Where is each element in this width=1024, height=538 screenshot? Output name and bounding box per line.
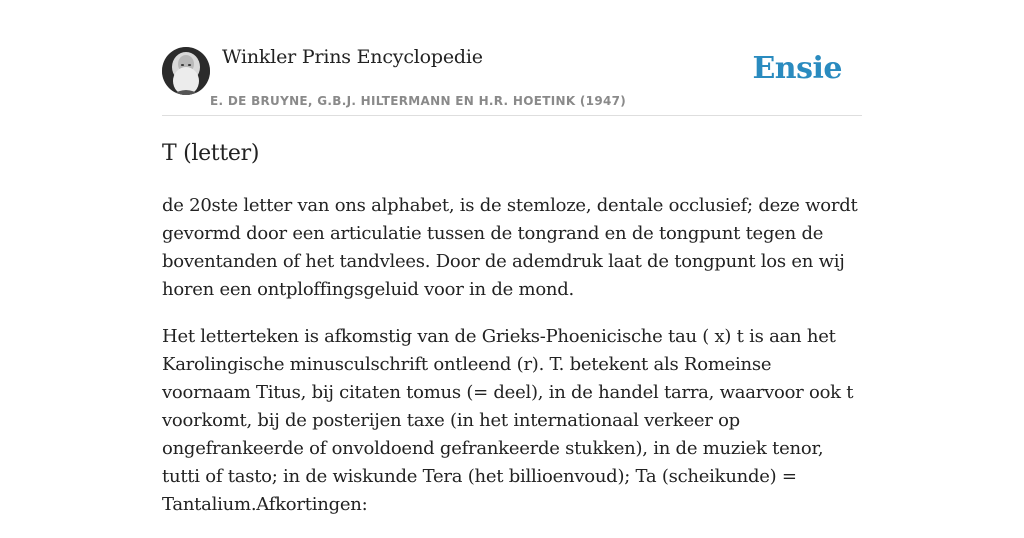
- source-authors: E. DE BRUYNE, G.B.J. HILTERMANN EN H.R. HOETINK (1947): [210, 94, 627, 108]
- source-avatar[interactable]: [162, 47, 210, 95]
- ensie-logo-link[interactable]: Ensie: [752, 51, 842, 86]
- entry-body: [162, 192, 862, 538]
- page: [162, 0, 862, 515]
- entry-paragraph: Het letterteken is afkomstig van de Grieks-Phoenicische tau ( x) t is aan het Karolingische minusculschrift ontleend (r). T. betekent als Romeinse voornaam Titus, bij citaten tomus (= deel), in de handel tarra, waarvoor ook t voorkomt, bij de posterijen taxe (in het internationaal verkeer op ongefrankeerde of onvoldoend gefrankeerde stukken), in de muziek tenor, tutti of tasto; in de wiskunde Tera (het billioenvoud); Ta (scheikunde) = Tantalium.Afkortingen:: [162, 326, 854, 515]
- source-header: [162, 0, 862, 116]
- entry-paragraph: de 20ste letter van ons alphabet, is de stemloze, dentale occlusief; deze wordt gevormd door een articulatie tussen de tongrand en de tongpunt tegen de boventanden of het tandvlees. Door de ademdruk laat de tongpunt los en wij horen een ontploffingsgeluid voor in de mond.: [162, 195, 858, 300]
- portrait-icon: [162, 47, 210, 95]
- source-title[interactable]: Winkler Prins Encyclopedie: [222, 46, 483, 68]
- entry-title: T (letter): [162, 141, 260, 166]
